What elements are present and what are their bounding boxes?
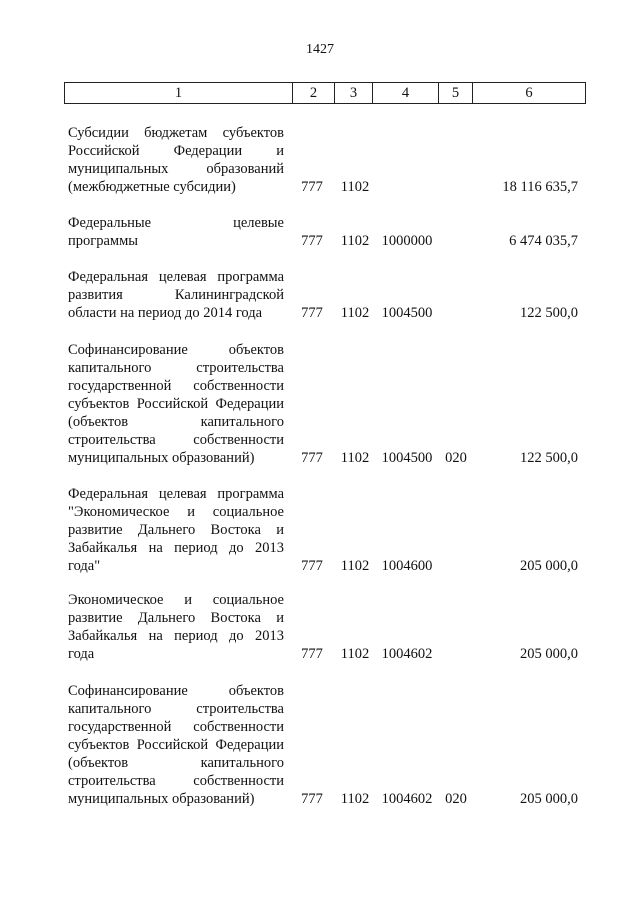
column-header-2: 2 <box>293 83 335 104</box>
cell-amount: 205 000,0 <box>520 646 578 662</box>
cell-target-item: 1004500 <box>381 305 433 321</box>
cell-ministry: 777 <box>301 179 323 195</box>
description-line: субъектов Российской Федерации <box>68 396 284 412</box>
cell-section: 1102 <box>340 450 370 466</box>
description-line: года <box>68 646 95 662</box>
description-line: Федеральные целевые <box>68 215 284 231</box>
description-line: Российской Федерации и <box>68 143 284 159</box>
description-line: развитие Дальнего Востока и <box>68 522 284 538</box>
cell-ministry: 777 <box>301 791 323 807</box>
description-line: Забайкалья на период до 2013 <box>68 540 284 556</box>
row-description <box>68 682 284 808</box>
column-header-3: 3 <box>335 83 373 104</box>
cell-amount: 122 500,0 <box>520 305 578 321</box>
description-line: развитие Дальнего Востока и <box>68 610 284 626</box>
cell-section: 1102 <box>340 558 370 574</box>
description-line: Федеральная целевая программа <box>68 486 284 502</box>
description-line: (межбюджетные субсидии) <box>68 179 236 195</box>
description-line: муниципальных образований <box>68 161 284 177</box>
cell-section: 1102 <box>340 233 370 249</box>
row-description <box>68 214 284 250</box>
cell-section: 1102 <box>340 791 370 807</box>
column-header-4: 4 <box>373 83 439 104</box>
column-header-6: 6 <box>473 83 586 104</box>
description-line: государственной собственности <box>68 719 284 735</box>
description-line: капитального строительства <box>68 360 284 376</box>
cell-amount: 18 116 635,7 <box>502 179 578 195</box>
description-line: Забайкалья на период до 2013 <box>68 628 284 644</box>
cell-section: 1102 <box>340 646 370 662</box>
cell-target-item: 1004600 <box>381 558 433 574</box>
description-line: государственной собственности <box>68 378 284 394</box>
cell-target-item: 1004602 <box>381 646 433 662</box>
description-line: муниципальных образований) <box>68 791 255 807</box>
cell-section: 1102 <box>340 305 370 321</box>
row-description <box>68 485 284 575</box>
description-line: субъектов Российской Федерации <box>68 737 284 753</box>
cell-target-item: 1000000 <box>381 233 433 249</box>
cell-target-item: 1004602 <box>381 791 433 807</box>
cell-amount: 6 474 035,7 <box>509 233 578 249</box>
row-description <box>68 591 284 663</box>
row-description <box>68 268 284 322</box>
description-line: (объектов капитального <box>68 414 284 430</box>
column-header-table <box>64 82 586 104</box>
description-line: Федеральная целевая программа <box>68 269 284 285</box>
description-line: развития Калининградской <box>68 287 284 303</box>
description-line: области на период до 2014 года <box>68 305 263 321</box>
cell-ministry: 777 <box>301 646 323 662</box>
description-line: муниципальных образований) <box>68 450 255 466</box>
column-header-row <box>65 83 586 104</box>
description-line: Субсидии бюджетам субъектов <box>68 125 284 141</box>
description-line: Софинансирование объектов <box>68 342 284 358</box>
description-line: Софинансирование объектов <box>68 683 284 699</box>
description-line: "Экономическое и социальное <box>68 504 284 520</box>
cell-expense-type: 020 <box>445 791 467 807</box>
page-number: 1427 <box>306 42 334 57</box>
description-line: капитального строительства <box>68 701 284 717</box>
description-line: строительства собственности <box>68 773 284 789</box>
cell-target-item: 1004500 <box>381 450 433 466</box>
column-header-5: 5 <box>439 83 473 104</box>
description-line: Экономическое и социальное <box>68 592 284 608</box>
cell-ministry: 777 <box>301 558 323 574</box>
description-line: строительства собственности <box>68 432 284 448</box>
cell-section: 1102 <box>340 179 370 195</box>
row-description <box>68 341 284 467</box>
cell-ministry: 777 <box>301 450 323 466</box>
row-description <box>68 124 284 196</box>
cell-ministry: 777 <box>301 305 323 321</box>
cell-amount: 205 000,0 <box>520 558 578 574</box>
description-line: (объектов капитального <box>68 755 284 771</box>
description-line: программы <box>68 233 138 249</box>
cell-amount: 122 500,0 <box>520 450 578 466</box>
cell-amount: 205 000,0 <box>520 791 578 807</box>
column-header-1: 1 <box>65 83 293 104</box>
cell-expense-type: 020 <box>445 450 467 466</box>
description-line: года" <box>68 558 101 574</box>
cell-ministry: 777 <box>301 233 323 249</box>
